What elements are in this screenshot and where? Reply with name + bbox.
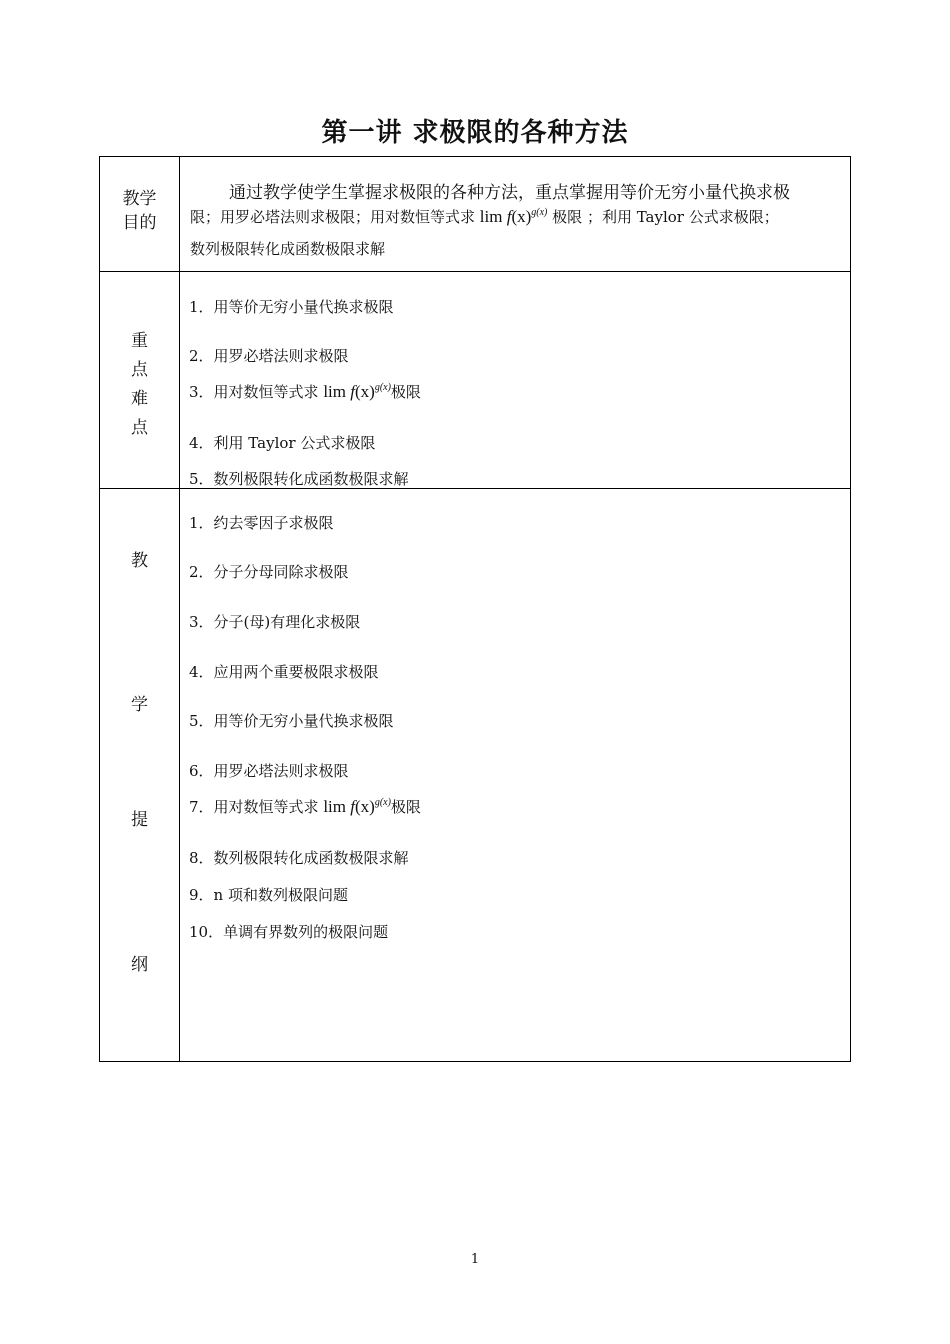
log-identity-formula: $\lim f(x)^{g(x)}$ bbox=[323, 382, 391, 401]
key-point-item: 5．数列极限转化成函数极限求解 bbox=[189, 470, 409, 488]
column-divider bbox=[179, 157, 180, 1061]
page-title: 第一讲 求极限的各种方法 bbox=[321, 118, 629, 148]
outline-label-char: 教 bbox=[131, 551, 148, 571]
log-identity-formula: $\lim f(x)^{g(x)}$ bbox=[323, 797, 391, 816]
outline-item: 1．约去零因子求极限 bbox=[189, 514, 334, 532]
key-point-item: 1．用等价无穷小量代换求极限 bbox=[189, 298, 394, 316]
objective-label: 教学 目的 bbox=[122, 189, 157, 233]
outline-item: 6．用罗必塔法则求极限 bbox=[189, 762, 349, 780]
outline-item: 9．n 项和数列极限问题 bbox=[189, 886, 348, 904]
key-point-item: 3．用对数恒等式求 $\lim f(x)^{g(x)}$极限 bbox=[189, 382, 421, 401]
row-divider-1 bbox=[100, 271, 850, 272]
outline-label-char: 纲 bbox=[131, 955, 148, 975]
objective-line-3: 数列极限转化成函数极限求解 bbox=[190, 240, 386, 258]
outline-item: 10．单调有界数列的极限问题 bbox=[189, 923, 389, 941]
outline-item: 3．分子(母)有理化求极限 bbox=[189, 613, 361, 631]
outline-item: 8．数列极限转化成函数极限求解 bbox=[189, 849, 409, 867]
outline-item: 7．用对数恒等式求 $\lim f(x)^{g(x)}$极限 bbox=[189, 797, 421, 816]
page-number: 1 bbox=[470, 1252, 480, 1267]
objective-line-1: 通过教学使学生掌握求极限的各种方法，重点掌握用等价无穷小量代换求极 bbox=[229, 183, 790, 203]
key-points-label: 重 点 难 点 bbox=[131, 331, 148, 438]
key-point-item: 2．用罗必塔法则求极限 bbox=[189, 347, 349, 365]
objective-line-2: 限；用罗必塔法则求极限；用对数恒等式求 $\lim f(x)^{g(x)}$ 极限 ；利用 Taylor 公式求极限； bbox=[190, 207, 779, 226]
key-point-item: 4．利用 Taylor 公式求极限 bbox=[189, 434, 376, 452]
lecture-table bbox=[99, 156, 851, 1062]
outline-item: 2．分子分母同除求极限 bbox=[189, 563, 349, 581]
log-identity-formula: $\lim f(x)^{g(x)}$ bbox=[479, 207, 548, 226]
outline-label-char: 提 bbox=[131, 810, 148, 830]
outline-item: 4．应用两个重要极限求极限 bbox=[189, 663, 379, 681]
outline-label-char: 学 bbox=[131, 695, 148, 715]
outline-item: 5．用等价无穷小量代换求极限 bbox=[189, 712, 394, 730]
